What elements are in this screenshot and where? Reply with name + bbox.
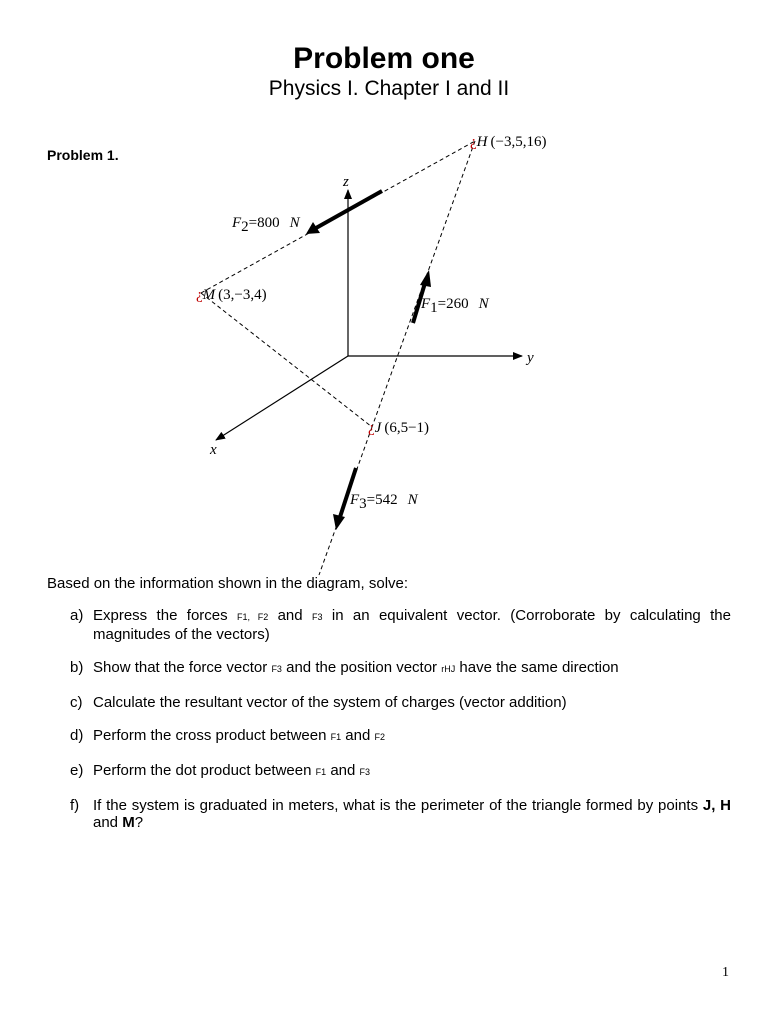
point-h-label: ¿H (−3,5,16)	[470, 134, 547, 150]
force-f2-arrow	[316, 191, 382, 228]
question-text: Show that the force vector F3 and the position vector rHJ have the same direction	[93, 659, 619, 676]
force-f1-arrowhead	[420, 270, 431, 287]
question-letter: a)	[70, 607, 84, 624]
question-f	[47, 797, 731, 831]
question-text: Perform the dot product between F1 and F3	[93, 762, 371, 779]
force-diagram	[0, 120, 768, 580]
y-axis-label: y	[527, 350, 534, 366]
question-list	[47, 607, 731, 847]
x-axis-label: x	[210, 442, 217, 458]
question-letter: d)	[70, 727, 84, 744]
force-f2-label: F2=800 N	[232, 215, 300, 235]
question-letter: c)	[70, 694, 83, 711]
question-letter: e)	[70, 762, 84, 779]
question-b	[47, 659, 731, 678]
question-letter: b)	[70, 659, 84, 676]
dashed-line-m-j	[201, 293, 372, 427]
point-j-label: ¿J (6,5−1)	[368, 420, 430, 436]
z-axis-label: z	[343, 174, 349, 190]
intro-text: Based on the information shown in the diagram, solve:	[47, 575, 409, 592]
question-d	[47, 727, 731, 746]
question-letter: f)	[70, 797, 80, 814]
force-f1-label: F1=260 N	[421, 296, 489, 316]
page-title: Problem one	[293, 42, 475, 75]
problem-label: Problem 1.	[47, 147, 119, 163]
point-m-label: ¿M (3,−3,4)	[196, 287, 267, 303]
x-axis	[216, 356, 348, 440]
question-a	[47, 607, 731, 643]
force-f3-label: F3=542 N	[350, 492, 418, 512]
question-text: Perform the cross product between F1 and F2	[93, 727, 386, 744]
force-f3-arrowhead	[333, 514, 345, 530]
question-text: If the system is graduated in meters, what is the perimeter of the triangle formed by points J, H and M?	[93, 797, 731, 831]
page-number: 1	[722, 965, 729, 980]
question-c	[47, 694, 731, 711]
question-text: Express the forces F1, F2 and F3 in an equivalent vector. (Corroborate by calculating the magnitudes of the vectors)	[93, 607, 731, 643]
question-e	[47, 762, 731, 781]
page-subtitle: Physics I. Chapter I and II	[268, 77, 510, 100]
question-text: Calculate the resultant vector of the system of charges (vector addition)	[93, 694, 567, 711]
